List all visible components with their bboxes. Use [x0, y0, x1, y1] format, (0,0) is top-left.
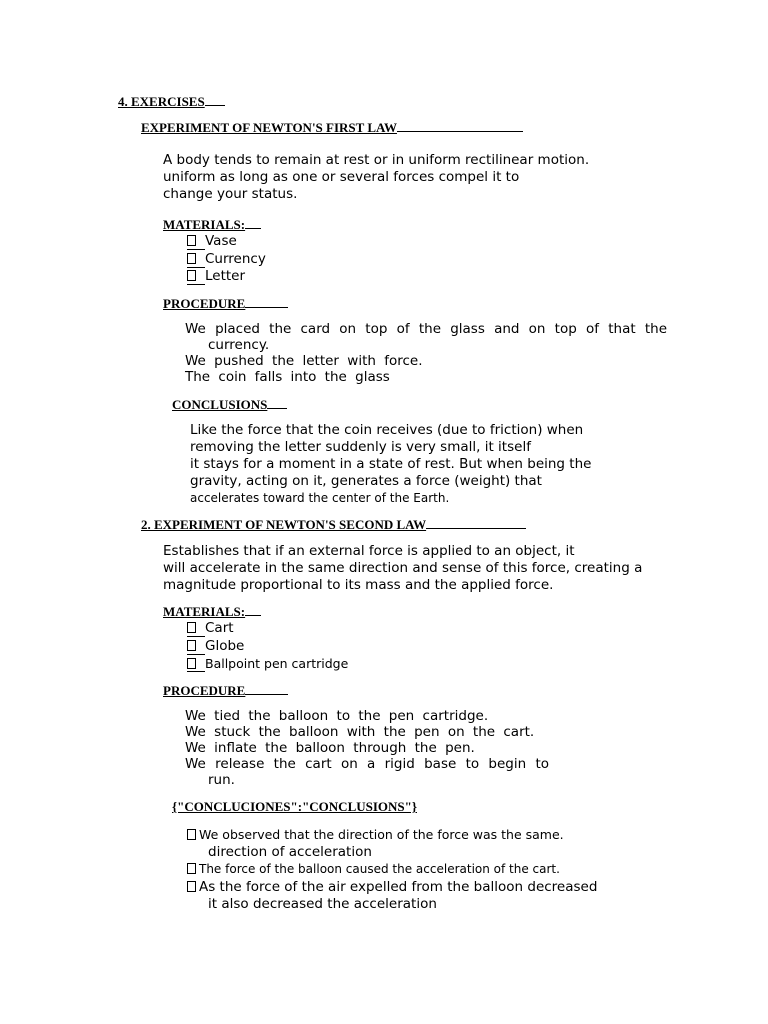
experiment-2-procedure: We tied the balloon to the pen cartridge. We stuck the balloon with the pen on the cart. We inflate the balloon through the pen. We release the cart on a rigid base to begin to run.: [185, 708, 550, 788]
experiment-2-conclusions: We observed that the direction of the force was the same. direction of acceleration The force of the balloon caused the acceleration of the cart. As the force of the air expelled from the balloon decreased it also decreased the acceleration: [187, 826, 597, 914]
experiment-2-materials-label: MATERIALS:: [163, 604, 261, 620]
list-item: Letter: [187, 268, 266, 286]
experiment-2-title: 2. EXPERIMENT OF NEWTON'S SECOND LAW: [141, 517, 526, 533]
experiment-1-procedure-label: PROCEDURE: [163, 296, 288, 312]
experiment-2-materials-list: [187, 620, 348, 673]
list-item: Currency: [187, 251, 266, 269]
bullet-icon: [187, 270, 196, 281]
experiment-1-conclusions-label: CONCLUSIONS: [172, 397, 287, 413]
list-item: Vase: [187, 233, 266, 251]
list-item: Globe: [187, 638, 348, 656]
section-heading: 4. EXERCISES: [118, 94, 225, 110]
bullet-icon: [187, 622, 196, 633]
bullet-icon: [187, 863, 196, 874]
experiment-2-conclusions-label: {"CONCLUCIONES":"CONCLUSIONS"}: [172, 799, 417, 814]
bullet-icon: [187, 658, 196, 669]
experiment-1-title: EXPERIMENT OF NEWTON'S FIRST LAW: [141, 120, 523, 136]
list-item: Cart: [187, 620, 348, 638]
list-item: Ballpoint pen cartridge: [187, 655, 348, 673]
list-item: We observed that the direction of the force was the same.: [187, 826, 597, 844]
experiment-2-procedure-label: PROCEDURE: [163, 683, 288, 699]
experiment-1-materials-label: MATERIALS:: [163, 217, 261, 233]
bullet-icon: [187, 253, 196, 264]
experiment-1-intro: A body tends to remain at rest or in uniform rectilinear motion. uniform as long as one or several forces compel it to change your status.: [163, 152, 590, 202]
experiment-1-materials-list: [187, 233, 266, 286]
bullet-icon: [187, 881, 196, 892]
list-item: The force of the balloon caused the acceleration of the cart.: [187, 861, 597, 879]
experiment-1-conclusions: Like the force that the coin receives (due to friction) when removing the letter suddenly is very small, it itself it stays for a moment in a state of rest. But when being the gravity, acting on it, generates a force (weight) that accelerates toward the center of the Earth.: [190, 422, 592, 505]
bullet-icon: [187, 640, 196, 651]
experiment-1-procedure: We placed the card on top of the glass and on top of that the currency. We pushed the letter with force. The coin falls into the glass: [185, 321, 667, 385]
list-item: As the force of the air expelled from the balloon decreased: [187, 879, 597, 897]
bullet-icon: [187, 829, 196, 840]
bullet-icon: [187, 235, 196, 246]
experiment-2-intro: Establishes that if an external force is applied to an object, it will accelerate in the same direction and sense of this force, creating a magnitude proportional to its mass and the applied force.: [163, 543, 643, 593]
